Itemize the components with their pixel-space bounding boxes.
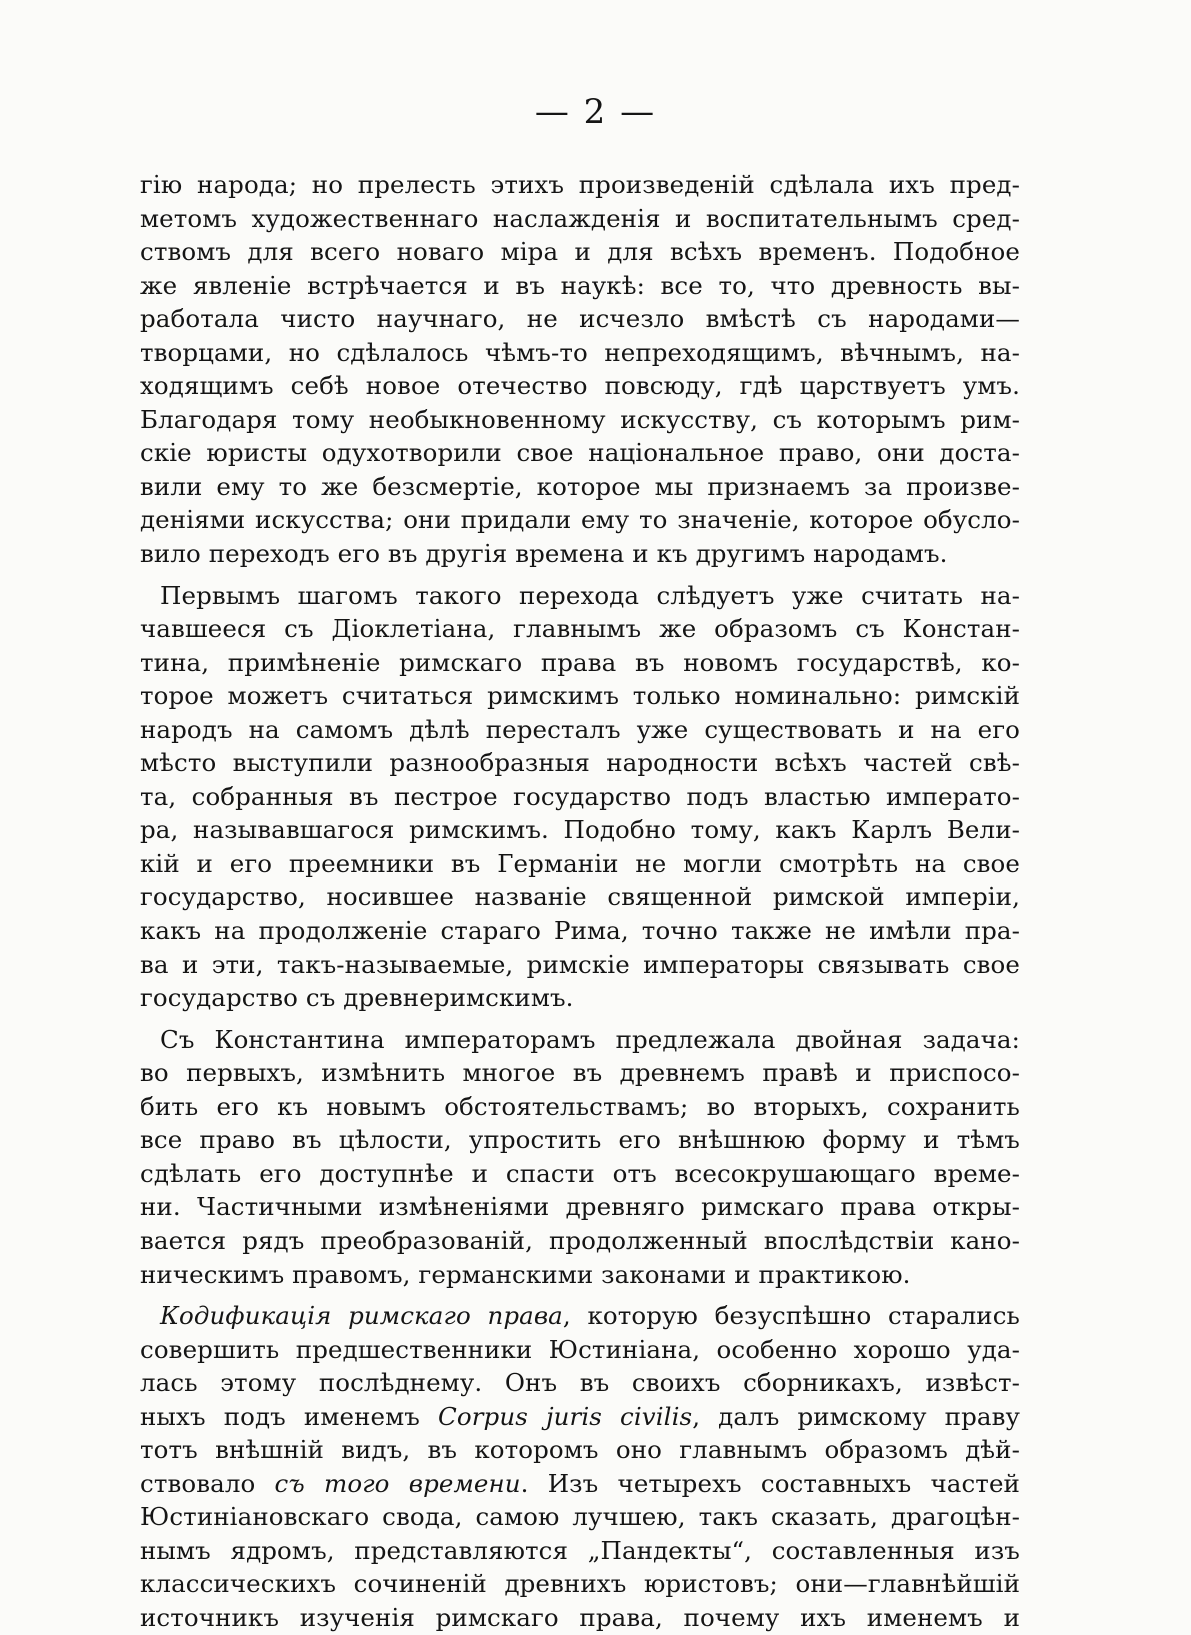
text-line: деніями искусства; они придали ему то значеніе, которое обусло- bbox=[140, 505, 1020, 535]
text-line: совершить предшественники Юстиніана, особенно хорошо уда- bbox=[140, 1334, 1020, 1364]
text-line: мѣсто выступили разнообразныя народности всѣхъ частей свѣ- bbox=[140, 748, 1020, 778]
text-line: какъ на продолженіе стараго Рима, точно также не имѣли пра- bbox=[140, 916, 1020, 946]
text-line: ствомъ для всего новаго міра и для всѣхъ временъ. Подобное bbox=[140, 237, 1020, 267]
italic-term: Кодификація римскаго права bbox=[160, 1301, 563, 1331]
text-line: та, собранныя въ пестрое государство подъ властью императо- bbox=[140, 781, 1020, 811]
paragraphs-1-3 bbox=[140, 168, 1020, 1291]
text-line: ва и эти, такъ-называемые, римскіе императоры связывать свое bbox=[140, 949, 1020, 979]
text-line: чавшееся съ Діоклетіана, главнымъ же образомъ съ Констан- bbox=[140, 614, 1020, 644]
italic-term: Corpus juris civilis bbox=[438, 1401, 693, 1431]
text-line: Благодаря тому необыкновенному искусству, съ которымъ рим- bbox=[140, 404, 1020, 434]
text-line: классическихъ сочиненій древнихъ юристовъ; они—главнѣйшій bbox=[140, 1569, 1020, 1599]
text-line: гію народа; но прелесть этихъ произведеній сдѣлала ихъ пред- bbox=[140, 170, 1020, 199]
italic-term: съ того времени bbox=[274, 1468, 521, 1498]
text-line: Первымъ шагомъ такого перехода слѣдуетъ уже считать на- bbox=[160, 580, 1020, 610]
body-text bbox=[140, 168, 1020, 1635]
text-line: вается рядъ преобразованій, продолженный впослѣдствіи кано- bbox=[140, 1225, 1020, 1255]
text-line: вило переходъ его въ другія времена и къ другимъ народамъ. bbox=[140, 539, 948, 569]
text-line: ническимъ правомъ, германскими законами и практикою. bbox=[140, 1259, 911, 1289]
text-span: , далъ римскому праву bbox=[692, 1401, 1020, 1431]
text-line: ни. Частичными измѣненіями древняго римскаго права откры- bbox=[140, 1192, 1020, 1222]
text-line: нымъ ядромъ, представляются „Пандекты“, составленныя изъ bbox=[140, 1535, 1020, 1565]
text-line: скіе юристы одухотворили свое національное право, они доста- bbox=[140, 438, 1020, 468]
text-line: сдѣлать его доступнѣе и спасти отъ всесокрушающаго време- bbox=[140, 1158, 1020, 1188]
text-line: лась этому послѣднему. Онъ въ своихъ сборникахъ, извѣст- bbox=[140, 1368, 1020, 1398]
text-line: во первыхъ, измѣнить многое въ древнемъ правѣ и приспосо- bbox=[140, 1058, 1020, 1088]
text-span: ствовало bbox=[140, 1468, 275, 1498]
text-line: государство съ древнеримскимъ. bbox=[140, 983, 574, 1013]
text-line: вили ему то же безсмертіе, которое мы признаемъ за произве- bbox=[140, 471, 1020, 501]
text-line: все право въ цѣлости, упростить его внѣшнюю форму и тѣмъ bbox=[140, 1125, 1020, 1155]
text-line: работала чисто научнаго, не исчезло вмѣстѣ съ народами— bbox=[140, 304, 1020, 334]
text-span: . Изъ четырехъ составныхъ частей bbox=[520, 1468, 1020, 1498]
text-line: же явленіе встрѣчается и въ наукѣ: все то, что древность вы- bbox=[140, 270, 1020, 300]
text-span: ныхъ подъ именемъ bbox=[140, 1401, 439, 1431]
paragraph-codification bbox=[140, 1299, 1020, 1634]
text-line: торое можетъ считаться римскимъ только номинально: римскій bbox=[140, 681, 1020, 711]
text-line: тотъ внѣшній видъ, въ которомъ оно главнымъ образомъ дѣй- bbox=[140, 1435, 1020, 1465]
text-line bbox=[140, 1299, 1020, 1333]
text-line: государство, носившее названіе священной римской имперіи, bbox=[140, 882, 1020, 912]
text-line: Юстиніановскаго свода, самою лучшею, такъ сказать, драгоцѣн- bbox=[140, 1502, 1020, 1532]
text-span: , которую безуспѣшно старались bbox=[562, 1301, 1020, 1331]
text-line bbox=[140, 1467, 1020, 1501]
text-line: кій и его преемники въ Германіи не могли смотрѣть на свое bbox=[140, 848, 1020, 878]
text-line: бить его къ новымъ обстоятельствамъ; во вторыхъ, сохранить bbox=[140, 1091, 1020, 1121]
text-line: творцами, но сдѣлалось чѣмъ-то непреходящимъ, вѣчнымъ, на- bbox=[140, 337, 1020, 367]
text-line: ходящимъ себѣ новое отечество повсюду, гдѣ царствуетъ умъ. bbox=[140, 371, 1020, 401]
text-line: народъ на самомъ дѣлѣ пересталъ уже существовать и на его bbox=[140, 714, 1020, 744]
page-number: — 2 — bbox=[534, 92, 657, 132]
text-line: Съ Константина императорамъ предлежала двойная задача: bbox=[160, 1024, 1020, 1054]
text-line: метомъ художественнаго наслажденія и воспитательнымъ сред- bbox=[140, 203, 1020, 233]
text-line: источникъ изученія римскаго права, почему ихъ именемъ и bbox=[140, 1602, 1020, 1632]
text-line: тина, примѣненіе римскаго права въ новомъ государствѣ, ко- bbox=[140, 647, 1020, 677]
text-line bbox=[140, 1400, 1020, 1434]
text-line: ра, называвшагося римскимъ. Подобно тому, какъ Карлъ Вели- bbox=[140, 815, 1020, 845]
